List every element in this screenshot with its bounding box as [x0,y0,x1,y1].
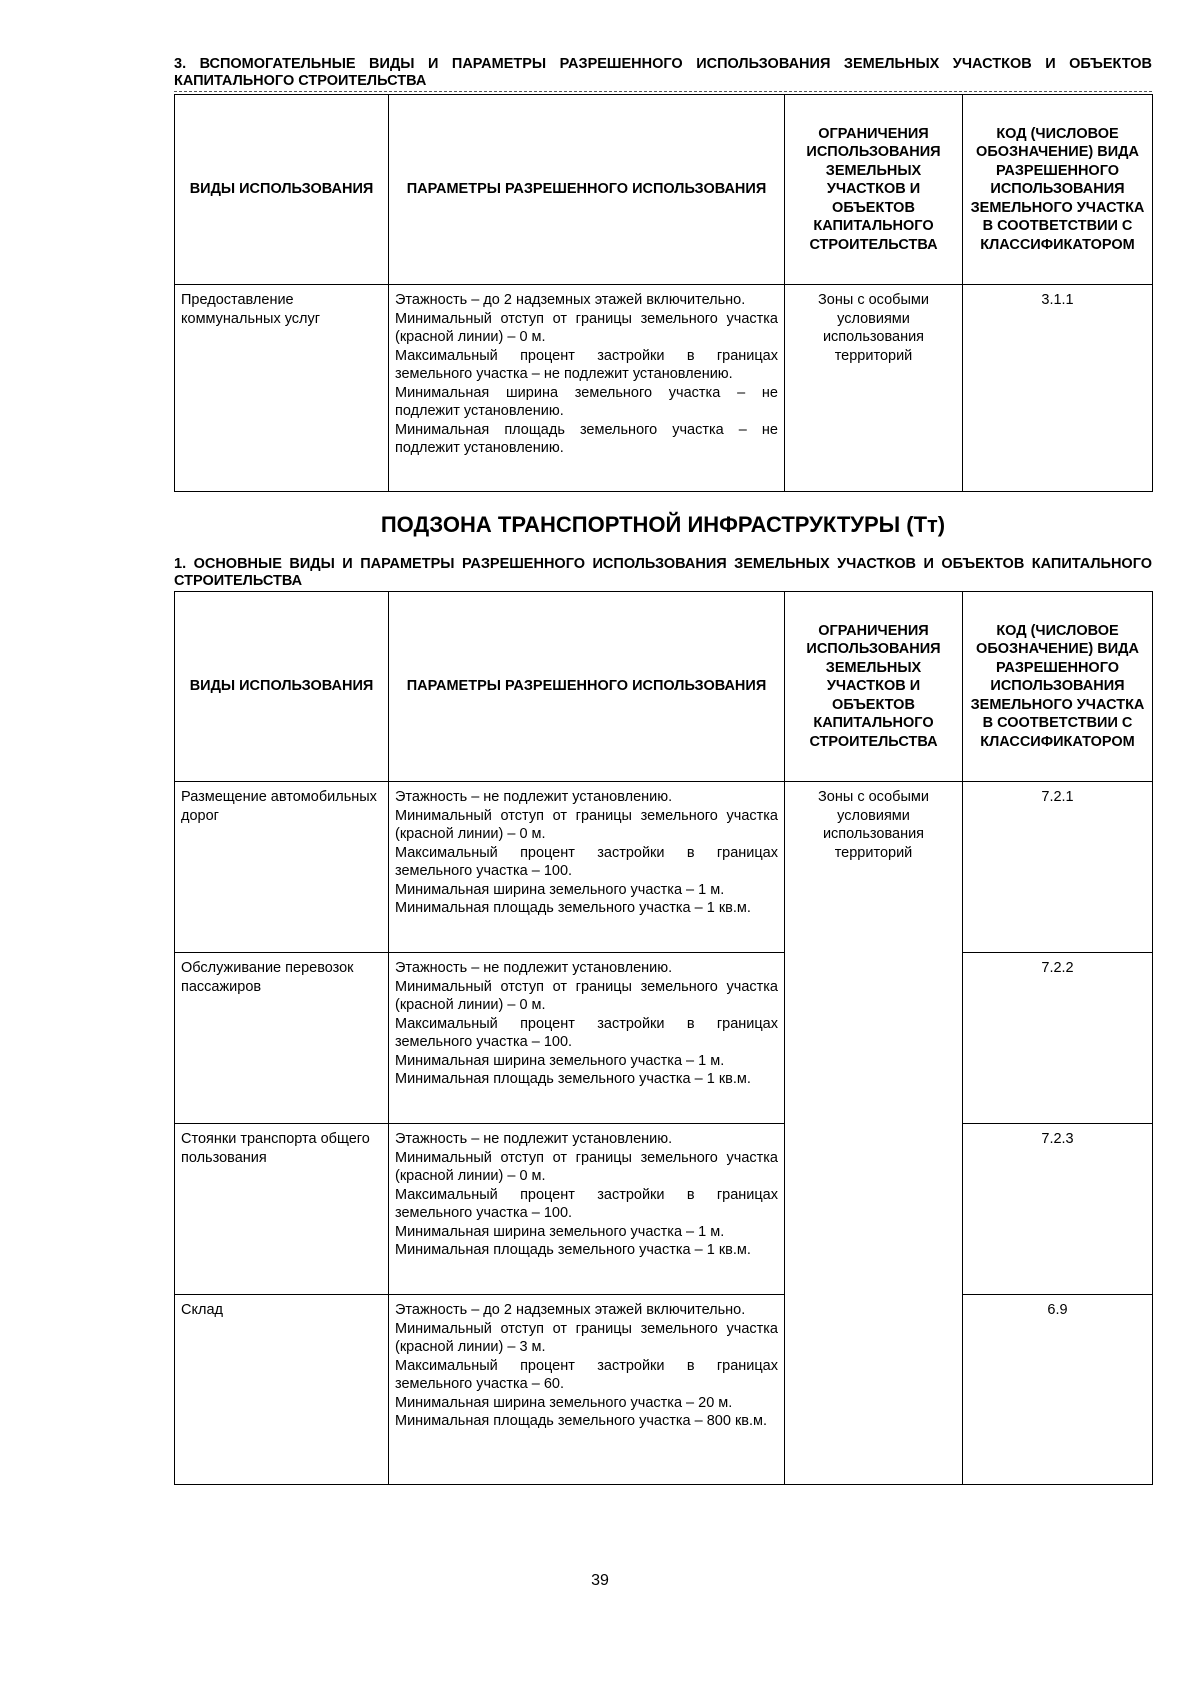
column-header-limits: ОГРАНИЧЕНИЯ ИСПОЛЬЗОВАНИЯ ЗЕМЕЛЬНЫХ УЧАСТКОВ И ОБЪЕКТОВ КАПИТАЛЬНОГО СТРОИТЕЛЬСТВА [785,95,963,285]
table-row [175,1295,1153,1485]
param-line: Минимальный отступ от границы земельного участка (красной линии) – 3 м. [395,1320,778,1355]
param-line: Минимальная площадь земельного участка – не подлежит установлению. [395,421,778,456]
column-header-limits: ОГРАНИЧЕНИЯ ИСПОЛЬЗОВАНИЯ ЗЕМЕЛЬНЫХ УЧАСТКОВ И ОБЪЕКТОВ КАПИТАЛЬНОГО СТРОИТЕЛЬСТВА [785,592,963,782]
cell-use: Размещение автомобильных дорог [175,782,389,953]
param-line: Минимальная площадь земельного участка – 1 кв.м. [395,1242,751,1258]
section-3-heading: 3. ВСПОМОГАТЕЛЬНЫЕ ВИДЫ И ПАРАМЕТРЫ РАЗРЕШЕННОГО ИСПОЛЬЗОВАНИЯ ЗЕМЕЛЬНЫХ УЧАСТКОВ И ОБЪЕКТОВ КАПИТАЛЬНОГО СТРОИТЕЛЬСТВА [174,56,1152,89]
param-line: Этажность – до 2 надземных этажей включительно. [395,292,746,308]
cell-params [389,285,785,492]
column-header-uses: ВИДЫ ИСПОЛЬЗОВАНИЯ [175,592,389,782]
param-line: Минимальная ширина земельного участка – 1 м. [395,881,725,898]
section-3-heading-rule [174,91,1152,92]
param-line: Минимальный отступ от границы земельного участка (красной линии) – 0 м. [395,807,778,842]
cell-params [389,782,785,953]
param-line: Минимальная ширина земельного участка – 20 м. [395,1394,733,1411]
param-line: Минимальная ширина земельного участка – не подлежит установлению. [395,384,778,419]
param-line: Минимальный отступ от границы земельного участка (красной линии) – 0 м. [395,1149,778,1184]
auxiliary-uses-table [174,94,1153,492]
table-row [175,1124,1153,1295]
param-line: Этажность – до 2 надземных этажей включительно. [395,1302,746,1318]
column-header-code: КОД (ЧИСЛОВОЕ ОБОЗНАЧЕНИЕ) ВИДА РАЗРЕШЕННОГО ИСПОЛЬЗОВАНИЯ ЗЕМЕЛЬНОГО УЧАСТКА В СООТВЕТСТВИИ С КЛАССИФИКАТОРОМ [963,95,1153,285]
main-uses-table [174,591,1153,1485]
table-row [175,285,1153,492]
cell-params [389,1124,785,1295]
param-line: Максимальный процент застройки в границах земельного участка – 100. [395,1015,778,1050]
param-line: Минимальная ширина земельного участка – 1 м. [395,1223,725,1240]
section-1-heading: 1. ОСНОВНЫЕ ВИДЫ И ПАРАМЕТРЫ РАЗРЕШЕННОГО ИСПОЛЬЗОВАНИЯ ЗЕМЕЛЬНЫХ УЧАСТКОВ И ОБЪЕКТОВ КАПИТАЛЬНОГО СТРОИТЕЛЬСТВА [174,556,1152,589]
cell-use: Стоянки транспорта общего пользования [175,1124,389,1295]
param-line: Максимальный процент застройки в границах земельного участка – не подлежит установлению. [395,347,778,382]
cell-use: Склад [175,1295,389,1485]
zone-title: ПОДЗОНА ТРАНСПОРТНОЙ ИНФРАСТРУКТУРЫ (Тт) [380,512,946,537]
cell-params [389,1295,785,1485]
document-page [174,56,1152,1485]
column-header-code: КОД (ЧИСЛОВОЕ ОБОЗНАЧЕНИЕ) ВИДА РАЗРЕШЕННОГО ИСПОЛЬЗОВАНИЯ ЗЕМЕЛЬНОГО УЧАСТКА В СООТВЕТСТВИИ С КЛАССИФИКАТОРОМ [963,592,1153,782]
param-line: Этажность – не подлежит установлению. [395,789,673,805]
param-line: Минимальный отступ от границы земельного участка (красной линии) – 0 м. [395,978,778,1013]
table-header-row [175,592,1153,782]
cell-code: 6.9 [963,1295,1153,1485]
cell-limits: Зоны с особыми условиями использования территорий [785,285,963,492]
cell-code: 7.2.2 [963,953,1153,1124]
param-line: Минимальная площадь земельного участка – 1 кв.м. [395,900,751,916]
param-line: Максимальный процент застройки в границах земельного участка – 60. [395,1357,778,1392]
cell-params [389,953,785,1124]
column-header-uses: ВИДЫ ИСПОЛЬЗОВАНИЯ [175,95,389,285]
param-line: Максимальный процент застройки в границах земельного участка – 100. [395,844,778,879]
param-line: Минимальная ширина земельного участка – 1 м. [395,1052,725,1069]
param-line: Этажность – не подлежит установлению. [395,1131,673,1147]
cell-use: Предоставление коммунальных услуг [175,285,389,492]
cell-code: 7.2.3 [963,1124,1153,1295]
table-row [175,782,1153,953]
cell-limits: Зоны с особыми условиями использования территорий [785,782,963,1485]
column-header-params: ПАРАМЕТРЫ РАЗРЕШЕННОГО ИСПОЛЬЗОВАНИЯ [389,95,785,285]
page-number: 39 [591,1572,609,1589]
cell-code: 3.1.1 [963,285,1153,492]
param-line: Максимальный процент застройки в границах земельного участка – 100. [395,1186,778,1221]
cell-use: Обслуживание перевозок пассажиров [175,953,389,1124]
param-line: Этажность – не подлежит установлению. [395,960,673,976]
table-header-row [175,95,1153,285]
param-line: Минимальная площадь земельного участка – 800 кв.м. [395,1413,768,1429]
table-row [175,953,1153,1124]
param-line: Минимальный отступ от границы земельного участка (красной линии) – 0 м. [395,310,778,345]
param-line: Минимальная площадь земельного участка – 1 кв.м. [395,1071,751,1087]
column-header-params: ПАРАМЕТРЫ РАЗРЕШЕННОГО ИСПОЛЬЗОВАНИЯ [389,592,785,782]
cell-code: 7.2.1 [963,782,1153,953]
